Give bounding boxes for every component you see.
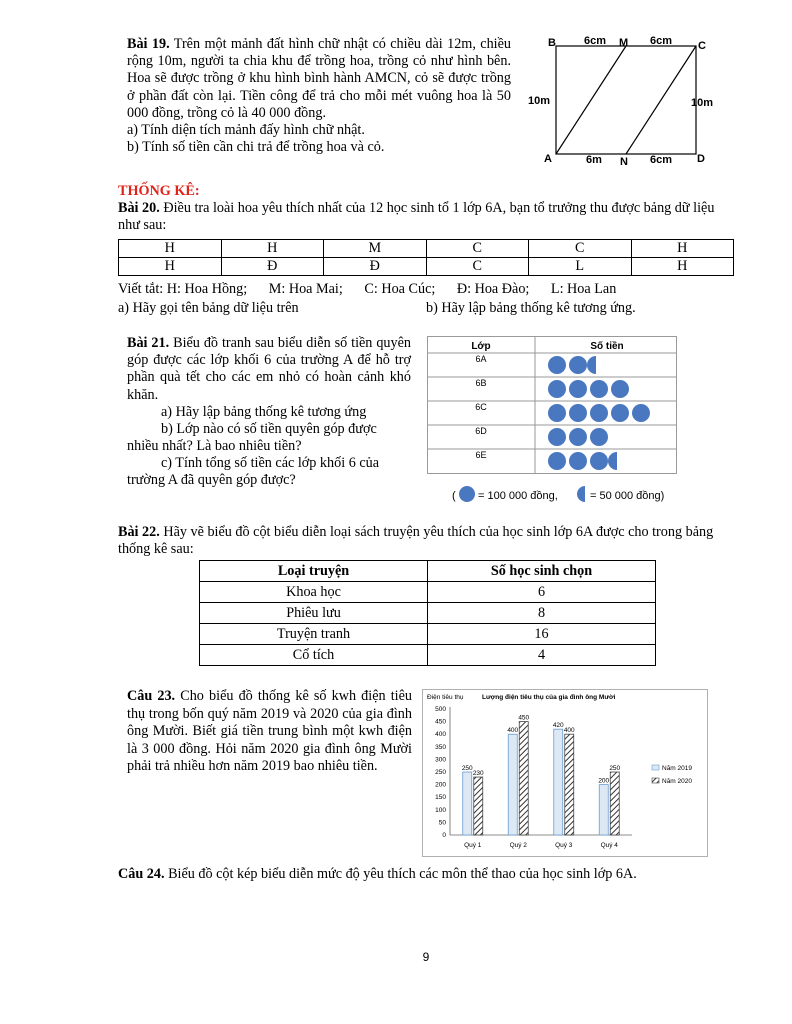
bai20-label: Bài 20. xyxy=(118,200,160,216)
x-tick-label: Quý 1 xyxy=(464,842,482,849)
vertex-c: C xyxy=(698,40,706,52)
table-cell: 16 xyxy=(428,624,656,645)
bar-2020-data-label: 450 xyxy=(518,714,530,722)
label-nd: 6cm xyxy=(650,154,673,166)
pictogram-chart xyxy=(427,336,677,474)
x-tick-label: Quý 4 xyxy=(600,842,618,849)
bai21-question-c-line1: c) Tính tổng số tiền các lớp khối 6 của xyxy=(161,455,380,472)
label-an: 6m xyxy=(586,154,602,166)
bai22-text xyxy=(118,524,738,558)
pictogram-class-label: 6D xyxy=(475,426,487,436)
table-header: Loại truyện xyxy=(200,561,428,582)
table-row xyxy=(200,624,656,645)
vertex-n: N xyxy=(620,156,628,168)
label-mc: 6cm xyxy=(650,35,673,47)
pictogram-class-label: 6E xyxy=(475,450,487,460)
chart-title: Lượng điện tiêu thụ của gia đình ông Mười xyxy=(482,694,616,701)
legend-2020-label: Năm 2020 xyxy=(662,778,692,785)
bai21-question-a: a) Hãy lập bảng thống kê tương ứng xyxy=(161,403,367,420)
y-tick-label: 0 xyxy=(442,832,446,839)
money-circle-icon xyxy=(590,380,608,398)
y-tick-label: 350 xyxy=(435,743,446,751)
legend-open-paren: ( xyxy=(452,490,456,502)
bar-2019-data-label: 420 xyxy=(552,722,564,730)
legend-half-value: = 50 000 đồng) xyxy=(590,490,665,502)
table-header: Số học sinh chọn xyxy=(428,561,656,582)
table-cell: Truyện tranh xyxy=(200,624,428,645)
table-cell: C xyxy=(529,240,632,258)
bai20-question-b: b) Hãy lập bảng thống kê tương ứng. xyxy=(426,300,636,316)
table-cell: H xyxy=(631,240,734,258)
cau23-label: Câu 23. xyxy=(127,688,176,704)
cau23-body: Cho biểu đồ thống kê số kwh điện tiêu thụ trong bốn quý năm 2019 và 2020 của gia đình ông Mười. Biết giá tiền trung bình một kwh điện là 3 000 đồng. Hỏi năm 2020 gia đình ông Mười phải trả nhiều hơn năm 2019 bao nhiêu tiền. xyxy=(127,688,413,775)
money-circle-icon xyxy=(632,404,650,422)
pictogram-header-money: Số tiền xyxy=(590,341,624,352)
money-circle-icon xyxy=(548,452,566,470)
bai21-body-text: Biểu đồ tranh sau biểu diễn số tiền quyên góp được các lớp khối 6 của trường A để hỗ trợ phần quà tết cho các em nhỏ có hoàn cảnh khó khăn. xyxy=(127,335,412,403)
money-circle-icon xyxy=(569,404,587,422)
table-cell: 6 xyxy=(428,582,656,603)
money-circle-icon xyxy=(548,380,566,398)
label-ab: 10m xyxy=(528,95,551,107)
table-row xyxy=(200,645,656,666)
table-row xyxy=(200,582,656,603)
table-row xyxy=(200,603,656,624)
y-tick-label: 300 xyxy=(435,756,446,764)
table-cell: H xyxy=(221,240,324,258)
bar-2020 xyxy=(519,722,528,835)
bai20-abbreviations xyxy=(118,281,738,297)
bar-2020-data-label: 250 xyxy=(609,765,621,772)
electricity-bar-chart xyxy=(422,689,708,857)
table-cell: Khoa học xyxy=(200,582,428,603)
bar-2020-data-label: 400 xyxy=(563,727,575,735)
table-cell: H xyxy=(119,258,222,276)
section-heading-thong-ke: THỐNG KÊ: xyxy=(118,183,200,199)
bai21-question-b-line2: nhiều nhất? Là bao nhiêu tiền? xyxy=(127,438,302,455)
y-tick-label: 100 xyxy=(435,806,446,814)
pictogram-class-label: 6B xyxy=(475,378,487,388)
bai20-data-table xyxy=(118,239,734,276)
x-tick-label: Quý 3 xyxy=(555,842,573,849)
legend-full-value: = 100 000 đồng, xyxy=(478,490,558,502)
table-cell: Đ xyxy=(221,258,324,276)
label-bm: 6cm xyxy=(584,35,607,47)
rectangle-figure xyxy=(520,34,720,170)
chart-y-axis-label: Điện tiêu thụ xyxy=(427,694,464,701)
table-cell: Đ xyxy=(324,258,427,276)
y-tick-label: 450 xyxy=(435,718,446,726)
page-number: 9 xyxy=(422,950,430,964)
legend-2019-swatch xyxy=(652,765,659,770)
bar-2019 xyxy=(554,729,563,835)
pictogram-class-label: 6C xyxy=(475,402,487,412)
segment-nc xyxy=(626,46,696,154)
bai22-label: Bài 22. xyxy=(118,524,160,540)
bar-2019-data-label: 200 xyxy=(598,777,610,785)
cau24-body: Biểu đồ cột kép biểu diễn mức độ yêu thích các môn thể thao của học sinh lớp 6A. xyxy=(168,866,637,882)
bai21-body xyxy=(127,335,411,404)
money-circle-icon xyxy=(569,380,587,398)
bai22-body: Hãy vẽ biểu đồ cột biểu diễn loại sách truyện yêu thích của học sinh lớp 6A được cho trong bảng thống kê sau: xyxy=(118,524,714,557)
table-cell: H xyxy=(631,258,734,276)
vertex-b: B xyxy=(548,37,556,49)
pictogram-header-class: Lớp xyxy=(471,341,491,352)
segment-am xyxy=(556,46,626,154)
abbr-hoa-dao: Đ: Hoa Đào; xyxy=(456,281,530,297)
table-cell: Phiêu lưu xyxy=(200,603,428,624)
rectangle-abcd xyxy=(556,46,696,154)
bai19-label: Bài 19. xyxy=(127,36,170,52)
table-cell: Cổ tích xyxy=(200,645,428,666)
legend-half-circle-icon xyxy=(577,486,585,502)
table-cell: C xyxy=(426,258,529,276)
y-tick-label: 500 xyxy=(435,706,446,713)
table-header-row xyxy=(200,561,656,582)
y-tick-label: 250 xyxy=(435,769,446,776)
y-tick-label: 400 xyxy=(435,731,446,739)
bai20-text xyxy=(118,200,736,234)
bar-2020-data-label: 230 xyxy=(472,770,484,778)
cau23-text xyxy=(127,688,412,776)
money-circle-icon xyxy=(590,404,608,422)
abbr-hoa-lan: L: Hoa Lan xyxy=(550,281,617,297)
abbr-hoa-hong: Viết tắt: H: Hoa Hồng; xyxy=(118,281,248,297)
bar-2019-data-label: 250 xyxy=(461,765,473,772)
table-row xyxy=(119,240,734,258)
vertex-d: D xyxy=(697,153,705,165)
bai19-question-a: a) Tính diện tích mảnh đấy hình chữ nhật. xyxy=(127,121,365,138)
table-cell: H xyxy=(119,240,222,258)
money-circle-icon xyxy=(569,452,587,470)
vertex-a: A xyxy=(544,153,552,165)
legend-2019-label: Năm 2019 xyxy=(662,765,692,772)
vertex-m: M xyxy=(619,37,629,49)
bar-2020 xyxy=(610,772,619,835)
y-tick-label: 150 xyxy=(435,794,446,802)
money-circle-icon xyxy=(611,404,629,422)
money-circle-icon xyxy=(548,428,566,446)
bai22-statistics-table xyxy=(199,560,656,666)
table-cell: 8 xyxy=(428,603,656,624)
table-cell: L xyxy=(529,258,632,276)
bai19-body xyxy=(127,36,511,122)
table-row xyxy=(119,258,734,276)
cau24-text xyxy=(118,866,637,882)
money-circle-icon xyxy=(569,356,587,374)
money-circle-icon xyxy=(569,428,587,446)
bar-2019 xyxy=(508,734,517,835)
legend-2020-swatch xyxy=(652,778,659,783)
bai21-text xyxy=(127,335,411,490)
bar-2020 xyxy=(474,777,483,835)
bar-2019 xyxy=(599,785,608,835)
bar-2020 xyxy=(565,734,574,835)
pictogram-legend xyxy=(452,484,692,506)
legend-full-circle-icon xyxy=(459,486,475,502)
bai19-text xyxy=(127,36,511,156)
table-cell: M xyxy=(324,240,427,258)
y-tick-label: 50 xyxy=(438,819,446,827)
cau24-label: Câu 24. xyxy=(118,866,165,882)
table-cell: 4 xyxy=(428,645,656,666)
bai21-label: Bài 21. xyxy=(127,335,170,351)
money-circle-icon xyxy=(590,428,608,446)
bai21-question-c-line2: trường A đã quyên góp được? xyxy=(127,472,296,489)
y-tick-label: 200 xyxy=(435,781,446,789)
label-cd: 10m xyxy=(691,97,714,109)
x-tick-label: Quý 2 xyxy=(509,842,527,849)
bai21-question-b-line1: b) Lớp nào có số tiền quyên góp được xyxy=(161,420,377,437)
abbr-hoa-mai: M: Hoa Mai; xyxy=(268,281,343,297)
bar-2019 xyxy=(463,772,472,835)
money-circle-icon xyxy=(548,404,566,422)
bar-2019-data-label: 400 xyxy=(507,727,519,735)
bai19-body-text: Trên một mảnh đất hình chữ nhật có chiều dài 12m, chiều rộng 10m, người ta chia khu để trồng hoa, trồng cỏ như hình bên. Hoa sẽ được trồng ở khu hình bình hành AMCN, cỏ sẽ được trồng ở phần đất còn lại. Tiền công để trả cho mỗi mét vuông hoa là 50 000 đồng, trồng cỏ là 40 000 đồng. xyxy=(127,36,511,121)
pictogram-class-label: 6A xyxy=(475,354,487,364)
money-circle-icon xyxy=(548,356,566,374)
money-circle-icon xyxy=(590,452,608,470)
abbr-hoa-cuc: C: Hoa Cúc; xyxy=(364,281,436,297)
money-circle-icon xyxy=(611,380,629,398)
bai19-question-b: b) Tính số tiền cần chi trả để trồng hoa và cỏ. xyxy=(127,139,385,156)
bai20-body: Điều tra loài hoa yêu thích nhất của 12 học sinh tổ 1 lớp 6A, bạn tổ trưởng thu được bảng dữ liệu như sau: xyxy=(118,200,715,233)
bai20-question-a: a) Hãy gọi tên bảng dữ liệu trên xyxy=(118,300,299,316)
table-cell: C xyxy=(426,240,529,258)
